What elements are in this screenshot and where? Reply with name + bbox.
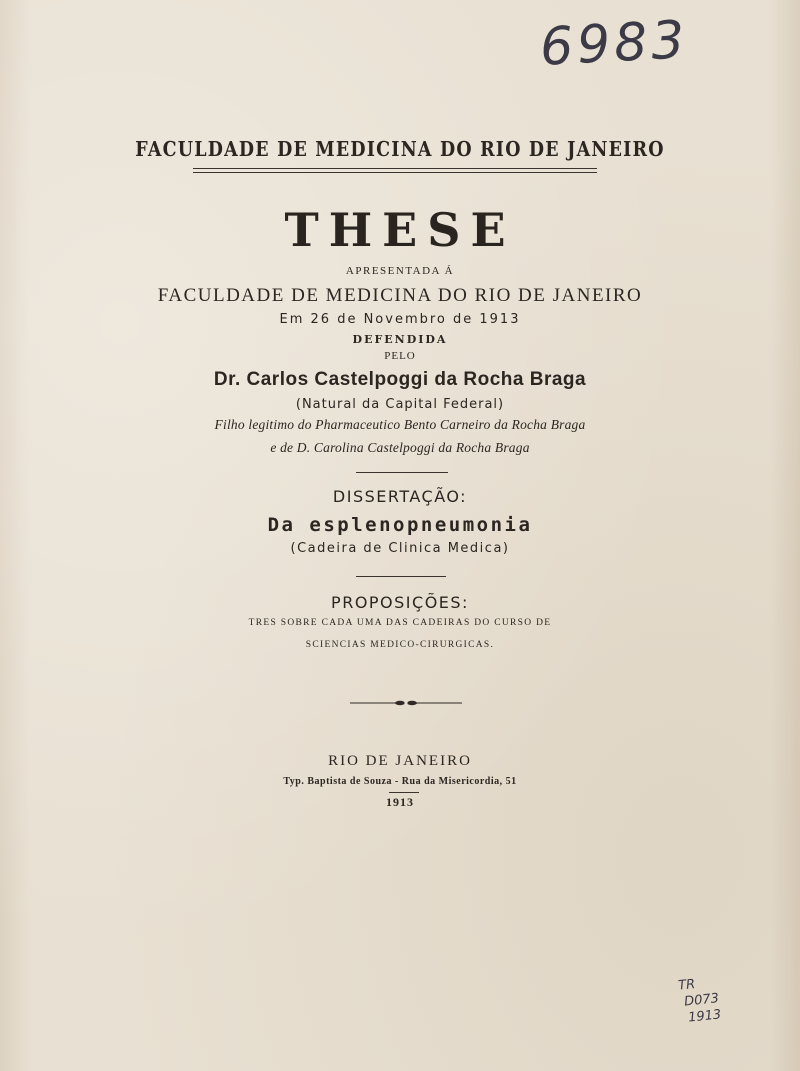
author-origin: (Natural da Capital Federal) (295, 397, 505, 412)
shelf-mark-line-2: D073 (683, 991, 720, 1010)
section-divider (356, 472, 448, 473)
ornament-divider (350, 698, 462, 708)
author-name: Dr. Carlos Castelpoggi da Rocha Braga (213, 369, 587, 390)
document-title: THESE (284, 203, 516, 257)
parents-line-2: e de D. Carolina Castelpoggi da Rocha Braga (270, 440, 530, 455)
shelf-mark-line-3: 1913 (687, 1007, 722, 1026)
imprint-city: RIO DE JANEIRO (328, 753, 472, 769)
section-divider (356, 576, 446, 577)
defense-date: Em 26 de Novembro de 1913 (279, 312, 521, 327)
defended-line: DEFENDIDA (352, 333, 448, 346)
faculty-full-name: FACULDADE DE MEDICINA DO RIO DE JANEIRO (157, 285, 643, 306)
propositions-line-2: SCIENCIAS MEDICO-CIRURGICAS. (305, 640, 495, 650)
year-rule (389, 792, 419, 793)
accession-number: 6983 (538, 10, 690, 78)
parents-line-1: Filho legitimo do Pharmaceutico Bento Carneiro da Rocha Braga (214, 417, 586, 432)
imprint-year: 1913 (386, 795, 414, 809)
dissertation-label: DISSERTAÇÃO: (332, 487, 468, 506)
propositions-line-1: TRES SOBRE CADA UMA DAS CADEIRAS DO CURSO DE (248, 618, 552, 628)
header-double-rule (193, 168, 597, 173)
presented-to-line: APRESENTADA Á (345, 265, 455, 277)
by-line: PELO (384, 350, 416, 362)
propositions-label: PROPOSIÇÕES: (331, 593, 469, 612)
faculty-header: FACULDADE DE MEDICINA DO RIO DE JANEIRO (135, 138, 665, 162)
shelf-mark-line-1: TR (677, 976, 696, 994)
dissertation-chair: (Cadeira de Clinica Medica) (290, 541, 510, 556)
imprint-printer: Typ. Baptista de Souza - Rua da Misericordia, 51 (283, 776, 517, 787)
dissertation-title: Da esplenopneumonia (267, 514, 533, 536)
